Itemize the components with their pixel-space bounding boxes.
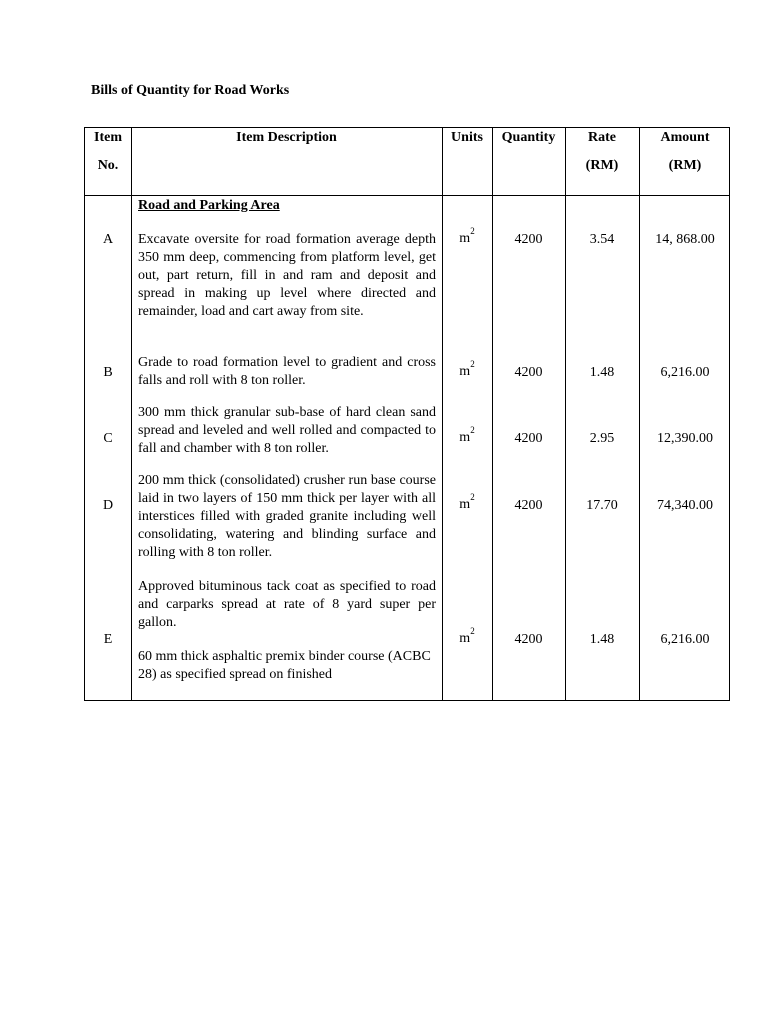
rate-value: 1.48 <box>589 365 615 380</box>
amount-value: 74,340.00 <box>657 498 713 513</box>
rate-value: 1.48 <box>589 632 615 647</box>
quantity-value: 4200 <box>514 431 543 446</box>
unit-value: $m^2$ <box>459 359 475 379</box>
quantity-value: 4200 <box>514 632 543 647</box>
header-amount: Amount (RM) <box>660 130 710 173</box>
rate-value: 3.54 <box>589 232 615 247</box>
header-item-description: Item Description <box>236 130 337 145</box>
item-description: 200 mm thick (consolidated) crusher run base course laid in two layers of 150 mm thick per layer with all interstices filled with graded granite including well consolidating, watering and blinding surface and rolling with 8 ton roller. <box>138 473 436 560</box>
unit-value: $m^2$ <box>459 626 475 646</box>
amount-value: 14, 868.00 <box>655 232 715 247</box>
item-letter: E <box>103 632 113 647</box>
header-divider <box>85 195 729 196</box>
amount-value: 12,390.00 <box>657 431 713 446</box>
unit-value: $m^2$ <box>459 226 475 246</box>
section-title: Road and Parking Area <box>138 198 280 213</box>
column-divider <box>442 128 443 700</box>
item-description: Approved bituminous tack coat as specified to road and carparks spread at rate of 8 yard super per gallon. <box>138 579 436 630</box>
item-description: 300 mm thick granular sub-base of hard clean sand spread and leveled and well rolled and compacted to fall and chamber with 8 ton roller. <box>138 405 436 456</box>
column-divider <box>492 128 493 700</box>
header-item-no: Item No. <box>94 130 122 173</box>
quantity-value: 4200 <box>514 498 543 513</box>
item-description: Grade to road formation level to gradient and cross falls and roll with 8 ton roller. <box>138 355 436 388</box>
header-quantity: Quantity <box>501 130 556 145</box>
quantity-value: 4200 <box>514 365 543 380</box>
item-letter: A <box>102 232 114 247</box>
header-rate: Rate (RM) <box>585 130 619 173</box>
header-units: Units <box>451 130 483 145</box>
rate-value: 17.70 <box>586 498 618 513</box>
item-description: Excavate oversite for road formation average depth 350 mm deep, commencing from platform level, get out, part return, fill in and ram and deposit and spread in making up level where directed and remainder, load and cart away from site. <box>138 232 436 319</box>
column-divider <box>639 128 640 700</box>
amount-value: 6,216.00 <box>660 632 710 647</box>
item-letter: D <box>102 498 114 513</box>
column-divider <box>565 128 566 700</box>
item-letter: C <box>103 431 113 446</box>
document-title: Bills of Quantity for Road Works <box>91 83 290 98</box>
unit-value: $m^2$ <box>459 425 475 445</box>
item-letter: B <box>103 365 113 380</box>
amount-value: 6,216.00 <box>660 365 710 380</box>
rate-value: 2.95 <box>589 431 615 446</box>
item-description-continued: 60 mm thick asphaltic premix binder course (ACBC 28) as specified spread on finished <box>138 649 431 682</box>
bill-of-quantity-table <box>84 127 730 701</box>
unit-value: $m^2$ <box>459 492 475 512</box>
quantity-value: 4200 <box>514 232 543 247</box>
column-divider <box>131 128 132 700</box>
